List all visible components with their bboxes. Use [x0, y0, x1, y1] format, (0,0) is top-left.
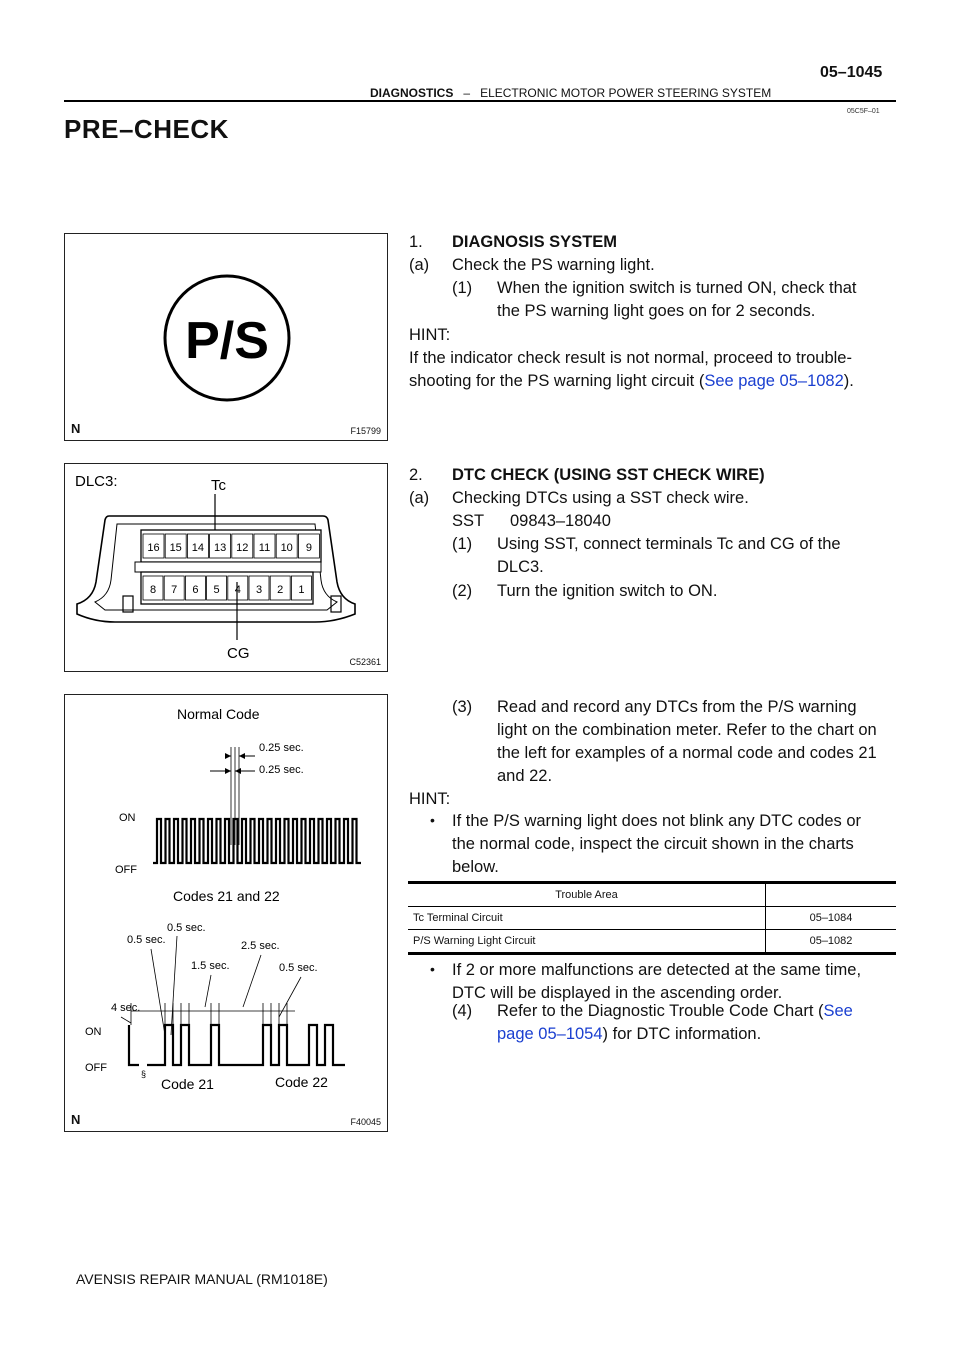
- header-rule: [64, 100, 896, 102]
- step-2a3-line2: light on the combination meter. Refer to the chart on: [497, 721, 877, 739]
- step-2a-text: Checking DTCs using a SST check wire.: [452, 489, 749, 507]
- bullet-1-line2: the normal code, inspect the circuit shown in the charts: [452, 835, 854, 853]
- tc-label: Tc: [211, 477, 226, 494]
- step-2a1-line1: Using SST, connect terminals Tc and CG of the: [497, 535, 841, 553]
- figure-id: C52361: [349, 657, 381, 667]
- ps-symbol-text: P/S: [185, 312, 269, 370]
- dtc-timing-chart: [65, 695, 389, 1133]
- bullet-1-line3: below.: [452, 858, 499, 876]
- dlc3-label: DLC3:: [75, 473, 118, 490]
- step-1a-text: Check the PS warning light.: [452, 256, 655, 274]
- pin-number: 13: [213, 542, 227, 554]
- table-cell-page: 05–1082: [766, 930, 897, 954]
- step-2a4-line1: [497, 1000, 853, 1024]
- hint-1-line2a: shooting for the PS warning light circuit (: [409, 372, 705, 390]
- see-link[interactable]: See: [823, 1002, 853, 1020]
- table-cell-area: Tc Terminal Circuit: [408, 907, 766, 930]
- step-1a1-line2: the PS warning light goes on for 2 seconds.: [497, 302, 816, 320]
- table-header-trouble-area: Trouble Area: [408, 883, 766, 907]
- time-d: 1.5 sec.: [191, 960, 230, 972]
- step-2a2-text: Turn the ignition switch to ON.: [497, 582, 718, 600]
- sst-label: SST: [452, 512, 485, 530]
- table-row: [408, 907, 896, 930]
- header-dash: –: [463, 86, 471, 100]
- header-system: ELECTRONIC MOTOR POWER STEERING SYSTEM: [480, 86, 772, 100]
- step-2a3-line1: Read and record any DTCs from the P/S warning: [497, 698, 857, 716]
- step-2a4-line2: [497, 1023, 761, 1047]
- bullet-2-line1: If 2 or more malfunctions are detected at the same time,: [452, 961, 862, 979]
- table-header-row: [408, 883, 896, 907]
- step-1a-number: (a): [409, 256, 430, 274]
- time-b: 0.5 sec.: [127, 934, 166, 946]
- pin-number: 11: [258, 542, 271, 554]
- normal-time-2: 0.25 sec.: [259, 764, 304, 776]
- table-header-page: [766, 883, 897, 907]
- step-2-title: DTC CHECK (USING SST CHECK WIRE): [452, 466, 765, 484]
- pin-number: 4: [234, 584, 241, 596]
- step-2a2-number: (2): [452, 582, 473, 600]
- step-1a1-number: (1): [452, 279, 473, 297]
- sst-number: 09843–18040: [510, 512, 611, 530]
- pin-number: 8: [149, 584, 157, 596]
- pin-number: 9: [305, 542, 312, 554]
- off-label-2: OFF: [85, 1062, 107, 1074]
- step-2a4-line2b: ) for DTC information.: [602, 1025, 762, 1043]
- pin-number: 15: [169, 542, 182, 554]
- figure-mark: N: [71, 421, 81, 436]
- bullet-1: •: [430, 812, 435, 828]
- hint-1-line2: [409, 370, 854, 394]
- code-22-label: Code 22: [275, 1074, 328, 1090]
- figure-ps-warning-light: [64, 233, 388, 441]
- pin-number: 16: [147, 542, 160, 554]
- bullet-1-line1: If the P/S warning light does not blink any DTC codes or: [452, 812, 862, 830]
- time-a: 0.5 sec.: [167, 922, 206, 934]
- code-21-label: Code 21: [161, 1076, 214, 1092]
- step-1a1-line1: When the ignition switch is turned ON, check that: [497, 279, 857, 297]
- step-2a3-line3: the left for examples of a normal code and codes 21: [497, 744, 877, 762]
- normal-time-1: 0.25 sec.: [259, 742, 304, 754]
- pin-number: 7: [171, 584, 178, 596]
- pin-number: 2: [277, 584, 284, 596]
- hint-1-line2b: ).: [843, 372, 854, 390]
- time-e: 0.5 sec.: [279, 962, 318, 974]
- break-mark: §: [141, 1069, 147, 1079]
- cg-label: CG: [227, 645, 250, 662]
- pin-number: 5: [213, 584, 220, 596]
- step-2a3-number: (3): [452, 698, 473, 716]
- step-2a1-number: (1): [452, 535, 473, 553]
- header-section: DIAGNOSTICS: [370, 86, 454, 100]
- on-label-2: ON: [85, 1026, 102, 1038]
- step-2a3-line4: and 22.: [497, 767, 553, 785]
- step-1-title: DIAGNOSIS SYSTEM: [452, 233, 618, 251]
- ps-symbol-graphic: [65, 234, 389, 442]
- figure-id: F15799: [350, 426, 381, 436]
- dlc3-connector-graphic: [65, 464, 389, 673]
- step-1-number: 1.: [409, 233, 423, 251]
- pin-number: 1: [298, 584, 305, 596]
- pin-number: 6: [192, 584, 199, 596]
- step-2a4-number: (4): [452, 1002, 473, 1020]
- time-f: 4 sec.: [111, 1002, 141, 1014]
- figure-dtc-codes: [64, 694, 388, 1132]
- off-label: OFF: [115, 864, 137, 876]
- running-header: [370, 86, 771, 100]
- page-number: 05–1045: [820, 64, 883, 81]
- on-label: ON: [119, 812, 136, 824]
- table-cell-page: 05–1084: [766, 907, 897, 930]
- trouble-area-table: [408, 881, 896, 955]
- page-title: PRE–CHECK: [64, 114, 229, 144]
- bullet-2-line2: DTC will be displayed in the ascending order.: [452, 984, 783, 1002]
- footer-manual-id: AVENSIS REPAIR MANUAL (RM1018E): [76, 1271, 328, 1287]
- figure-mark: N: [71, 1112, 81, 1127]
- pin-number: 10: [280, 542, 293, 554]
- bullet-2: •: [430, 961, 435, 977]
- hint-1-line1: If the indicator check result is not normal, proceed to trouble-: [409, 349, 852, 367]
- pin-number: 12: [236, 542, 249, 554]
- page-1054-link[interactable]: page 05–1054: [497, 1025, 603, 1043]
- step-2a4-line1a: Refer to the Diagnostic Trouble Code Chart (: [497, 1002, 824, 1020]
- hint-2-label: HINT:: [409, 790, 451, 808]
- figure-id: F40045: [350, 1117, 381, 1127]
- step-2a-number: (a): [409, 489, 430, 507]
- pin-number: 14: [191, 542, 205, 554]
- table-cell-area: P/S Warning Light Circuit: [408, 930, 766, 954]
- table-row: [408, 930, 896, 954]
- step-2-number: 2.: [409, 466, 423, 484]
- normal-code-title: Normal Code: [177, 706, 260, 722]
- see-page-link-1082[interactable]: See page 05–1082: [704, 372, 844, 390]
- time-c: 2.5 sec.: [241, 940, 280, 952]
- figure-dlc3: [64, 463, 388, 672]
- hint-1-label: HINT:: [409, 326, 451, 344]
- step-2a1-line2: DLC3.: [497, 558, 544, 576]
- document-code: 05C5F–01: [847, 108, 880, 115]
- pin-number: 3: [255, 584, 263, 596]
- codes-title: Codes 21 and 22: [173, 888, 280, 904]
